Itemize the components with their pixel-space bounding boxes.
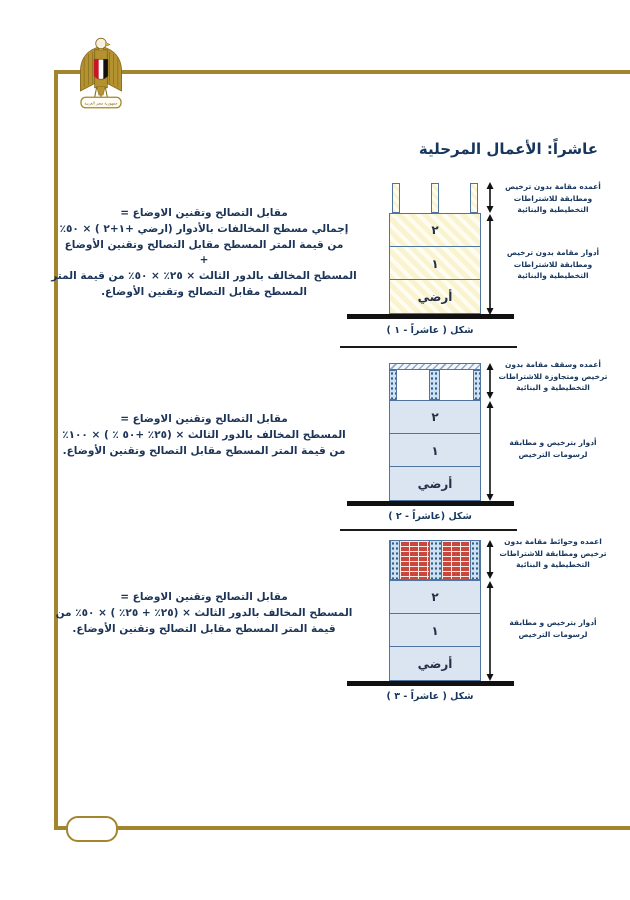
- roof-columns: [389, 370, 481, 400]
- dimension-arrow-columns: [484, 540, 496, 579]
- dimension-arrow-columns: [484, 182, 496, 213]
- dimension-arrow-columns: [484, 363, 496, 399]
- dimension-arrow-floors: [484, 581, 496, 681]
- formula-line: قيمة المتر المسطح مقابل التصالح وتقنين الأوضاع.: [72, 622, 336, 635]
- building-diagram-2: [389, 363, 481, 501]
- formula-line: المسطح المخالف بالدور الثالث × (٢٥٪ + ٢٥٪ ) × ٥٠٪ من: [55, 606, 353, 619]
- figure-caption-3: شكل ( عاشراً - ٣ ): [386, 691, 474, 702]
- formula-line: المسطح المخالف بالدور الثالث × (٢٥٪ +٥٠ ٪ ) × ١٠٠٪: [62, 428, 346, 441]
- page-title: عاشراً: الأعمال المرحلية: [418, 140, 598, 158]
- roof-slab: [389, 363, 481, 370]
- floor-stack: [389, 400, 481, 501]
- floor-ground: أرضي: [389, 466, 481, 501]
- formula-line: +: [199, 254, 209, 267]
- column: [390, 541, 400, 579]
- floor-2: ٢: [389, 400, 481, 435]
- annotation-top: أعمده مقامة بدون ترخيص ومطابقة للاشتراطات التخطيطية والبنائية: [505, 182, 601, 215]
- formula-block-3: [50, 590, 358, 637]
- brick-wall: [442, 541, 471, 579]
- formula-line: إجمالي مسطح المخالفات بالأدوار (ارضي +١+٢ ) × ٥٠٪: [59, 222, 349, 235]
- frame-top-line: [54, 70, 630, 74]
- column: [392, 183, 400, 213]
- floor-2: ٢: [389, 213, 481, 248]
- formula-line: المسطح مقابل التصالح وتقنين الأوضاع.: [101, 285, 307, 298]
- floor-ground: أرضي: [389, 646, 481, 681]
- formula-block-2: [50, 412, 358, 459]
- section-separator: [340, 346, 517, 348]
- formula-line: من قيمة المتر المسطح مقابل التصالح وتقنين الأوضاع: [64, 238, 344, 251]
- annotation-bottom: أدوار بترخيص و مطابقة لرسومات الترخيص: [509, 438, 597, 459]
- ground-line: [347, 501, 514, 506]
- building-diagram-3: [389, 540, 481, 681]
- column: [470, 183, 478, 213]
- column: [429, 370, 440, 400]
- floor-stack: [389, 580, 481, 681]
- floor-ground: أرضي: [389, 279, 481, 314]
- floor-1: ١: [389, 433, 481, 468]
- figure-caption-1: شكل ( عاشراً - ١ ): [386, 325, 474, 336]
- annotation-bottom: أدوار مقامة بدون ترخيص ومطابقة للاشتراطات التخطيطية والبنائية: [506, 248, 600, 281]
- formula-line: من قيمة المتر المسطح مقابل التصالح وتقنين الأوضاع.: [62, 444, 346, 457]
- annotation-bottom: أدوار بترخيص و مطابقة لرسومات الترخيص: [509, 618, 597, 639]
- annotation-top: أعمده وسقف مقامة بدون ترخيص ومتجاوزة للاشتراطات التخطيطية و البنائية: [498, 360, 608, 393]
- page-number-pill: [66, 816, 118, 842]
- annotation-top: اعمده وحوائط مقامة بدون ترخيص ومطابقة للاشتراطات التخطيطية و البنائية: [499, 537, 607, 570]
- formula-line: مقابل التصالح وتقنين الاوضاع =: [120, 413, 288, 425]
- formula-line: مقابل التصالح وتقنين الاوضاع =: [120, 207, 288, 219]
- floor-1: ١: [389, 613, 481, 648]
- roof-brick-walls: [389, 540, 481, 580]
- dimension-arrow-floors: [484, 401, 496, 501]
- formula-block-1: [50, 206, 358, 301]
- column: [431, 183, 439, 213]
- building-diagram-1: [389, 183, 481, 314]
- column: [470, 541, 480, 579]
- column: [429, 541, 442, 579]
- formula-line: مقابل التصالح وتقنين الاوضاع =: [120, 591, 288, 603]
- frame-bottom-line: [54, 826, 630, 830]
- brick-wall: [400, 541, 429, 579]
- egypt-eagle-icon: [69, 34, 133, 112]
- section-separator: [340, 529, 517, 531]
- column: [389, 370, 397, 400]
- floor-stack: [389, 213, 481, 314]
- ground-line: [347, 314, 514, 319]
- floor-2: ٢: [389, 580, 481, 615]
- roof-columns: [389, 183, 481, 213]
- emblem-scroll-text: جمهورية مصر العربية: [84, 100, 118, 106]
- floor-1: ١: [389, 246, 481, 281]
- dimension-arrow-floors: [484, 214, 496, 315]
- formula-line: المسطح المخالف بالدور الثالث × ٢٥٪ × ٥٠٪ من قيمة المتر: [51, 270, 357, 282]
- figure-caption-2: شكل (عاشراً - ٢ ): [388, 511, 472, 522]
- column: [473, 370, 481, 400]
- ground-line: [347, 681, 514, 686]
